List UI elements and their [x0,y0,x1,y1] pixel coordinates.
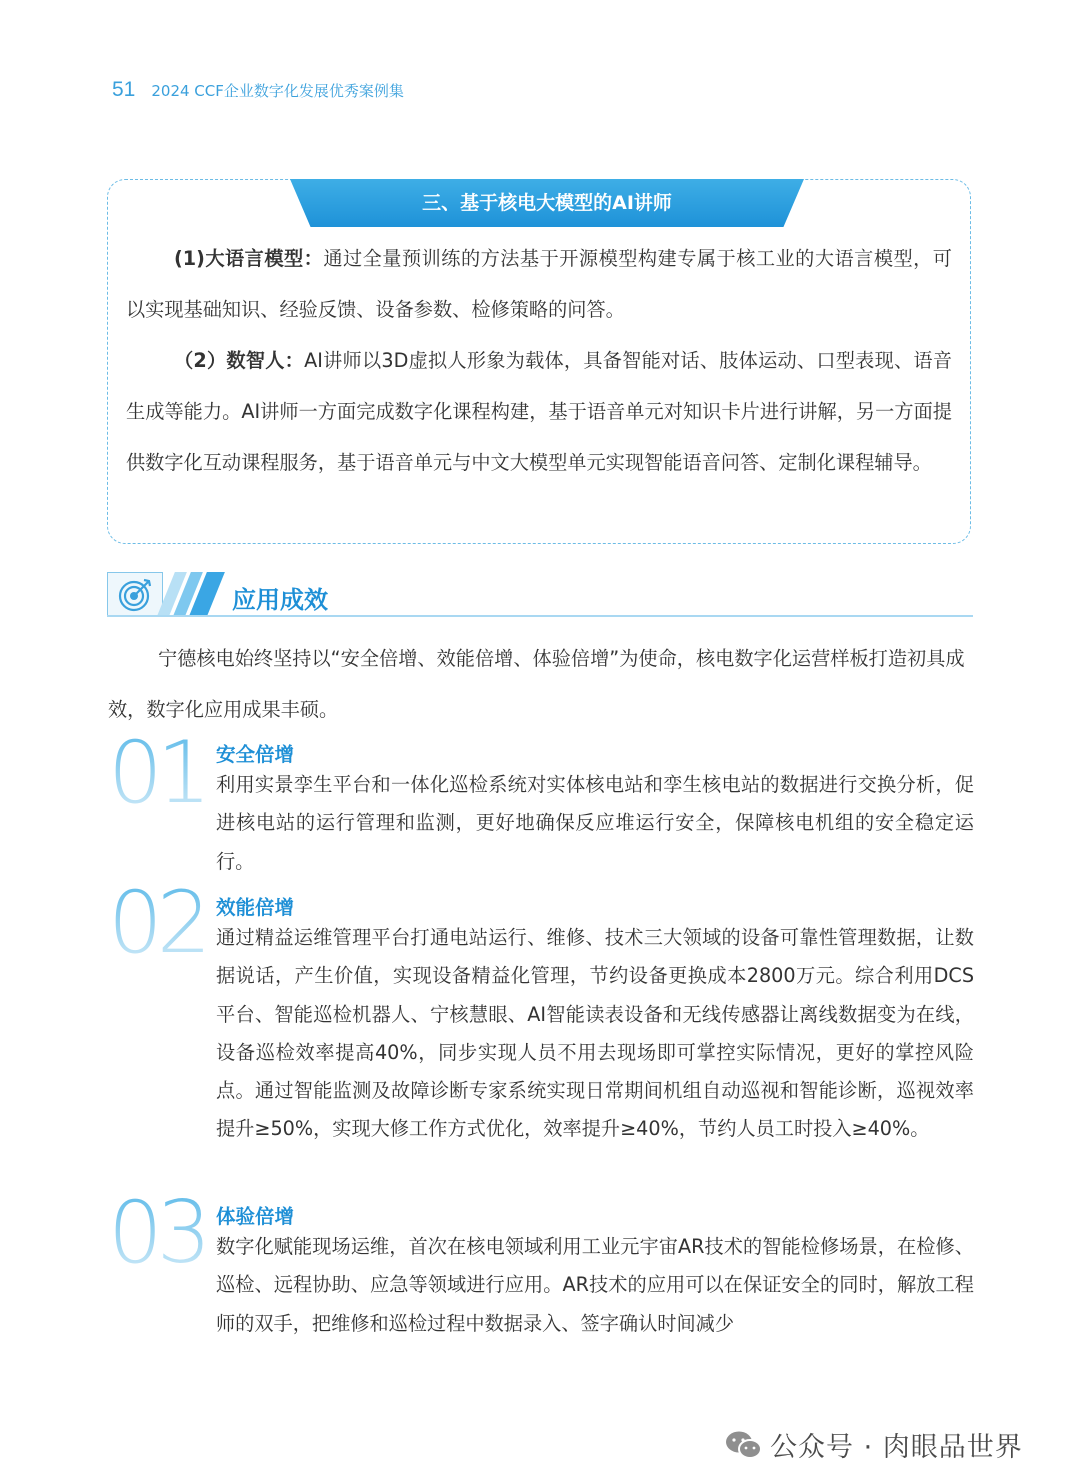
item-title: 体验倍增 [216,1205,295,1228]
box-title: 三、基于核电大模型的AI讲师 [422,192,672,214]
item-body: 通过精益运维管理平台打通电站运行、维修、技术三大领域的设备可靠性管理数据，让数据说话，产生价值，实现设备精益化管理，节约设备更换成本2800万元。综合利用DCS平台、智能巡检机器人、宁核慧眼、AI智能读表设备和无线传感器让离线数据变为在线，设备巡检效率提高40%，同步实现人员不用去现场即可掌控实际情况，更好的掌控风险点。通过智能监测及故障诊断专家系统实现日常期间机组自动巡视和智能诊断，巡视效率提升≥50%，实现大修工作方式优化，效率提升≥40%，节约人员工时投入≥40%。 [216,926,974,1141]
box-paragraph-2-text: AI讲师以3D虚拟人形象为载体，具备智能对话、肢体运动、口型表现、语音生成等能力。AI讲师一方面完成数字化课程构建，基于语音单元对知识卡片进行讲解，另一方面提供数字化互动课程服务，基于语音单元与中文大模型单元实现智能语音问答、定制化课程辅导。 [126,349,953,474]
watermark-text: 公众号 · 肉眼品世界 [770,1432,1023,1463]
publication-title: 2024 CCF企业数字化发展优秀案例集 [151,82,404,100]
target-icon [116,576,154,614]
section-intro: 宁德核电始终坚持以“安全倍增、效能倍增、体验倍增”为使命，核电数字化运营样板打造初具成效，数字化应用成果丰硕。 [108,647,965,721]
item-number: 01 [108,723,206,823]
box-paragraph-2-lead: （2）数智人： [174,349,305,372]
page-header [112,78,404,102]
item-body: 利用实景孪生平台和一体化巡检系统对实体核电站和孪生核电站的数据进行交换分析，促进核电站的运行管理和监测，更好地确保反应堆运行安全，保障核电机组的安全稳定运行。 [216,773,974,873]
item-body: 数字化赋能现场运维，首次在核电领域利用工业元宇宙AR技术的智能检修场景，在检修、巡检、远程协助、应急等领域进行应用。AR技术的应用可以在保证安全的同时，解放工程师的双手，把维修和巡检过程中数据录入、签字确认时间减少 [216,1235,974,1335]
item-number: 02 [108,873,206,973]
wechat-icon [724,1429,764,1461]
section-underline [107,615,973,617]
box-paragraph-2 [126,335,952,488]
box-paragraph-1-lead: (1)大语言模型： [174,247,324,270]
box-paragraph-1 [126,233,952,335]
box-paragraph-1-text: 通过全量预训练的方法基于开源模型构建专属于核工业的大语言模型，可以实现基础知识、经验反馈、设备参数、检修策略的问答。 [126,247,952,321]
page-number: 51 [112,78,136,101]
item-title: 效能倍增 [216,896,295,919]
section-title: 应用成效 [232,586,328,614]
item-title: 安全倍增 [216,743,295,766]
watermark [724,1425,1023,1464]
item-number: 03 [108,1183,206,1283]
